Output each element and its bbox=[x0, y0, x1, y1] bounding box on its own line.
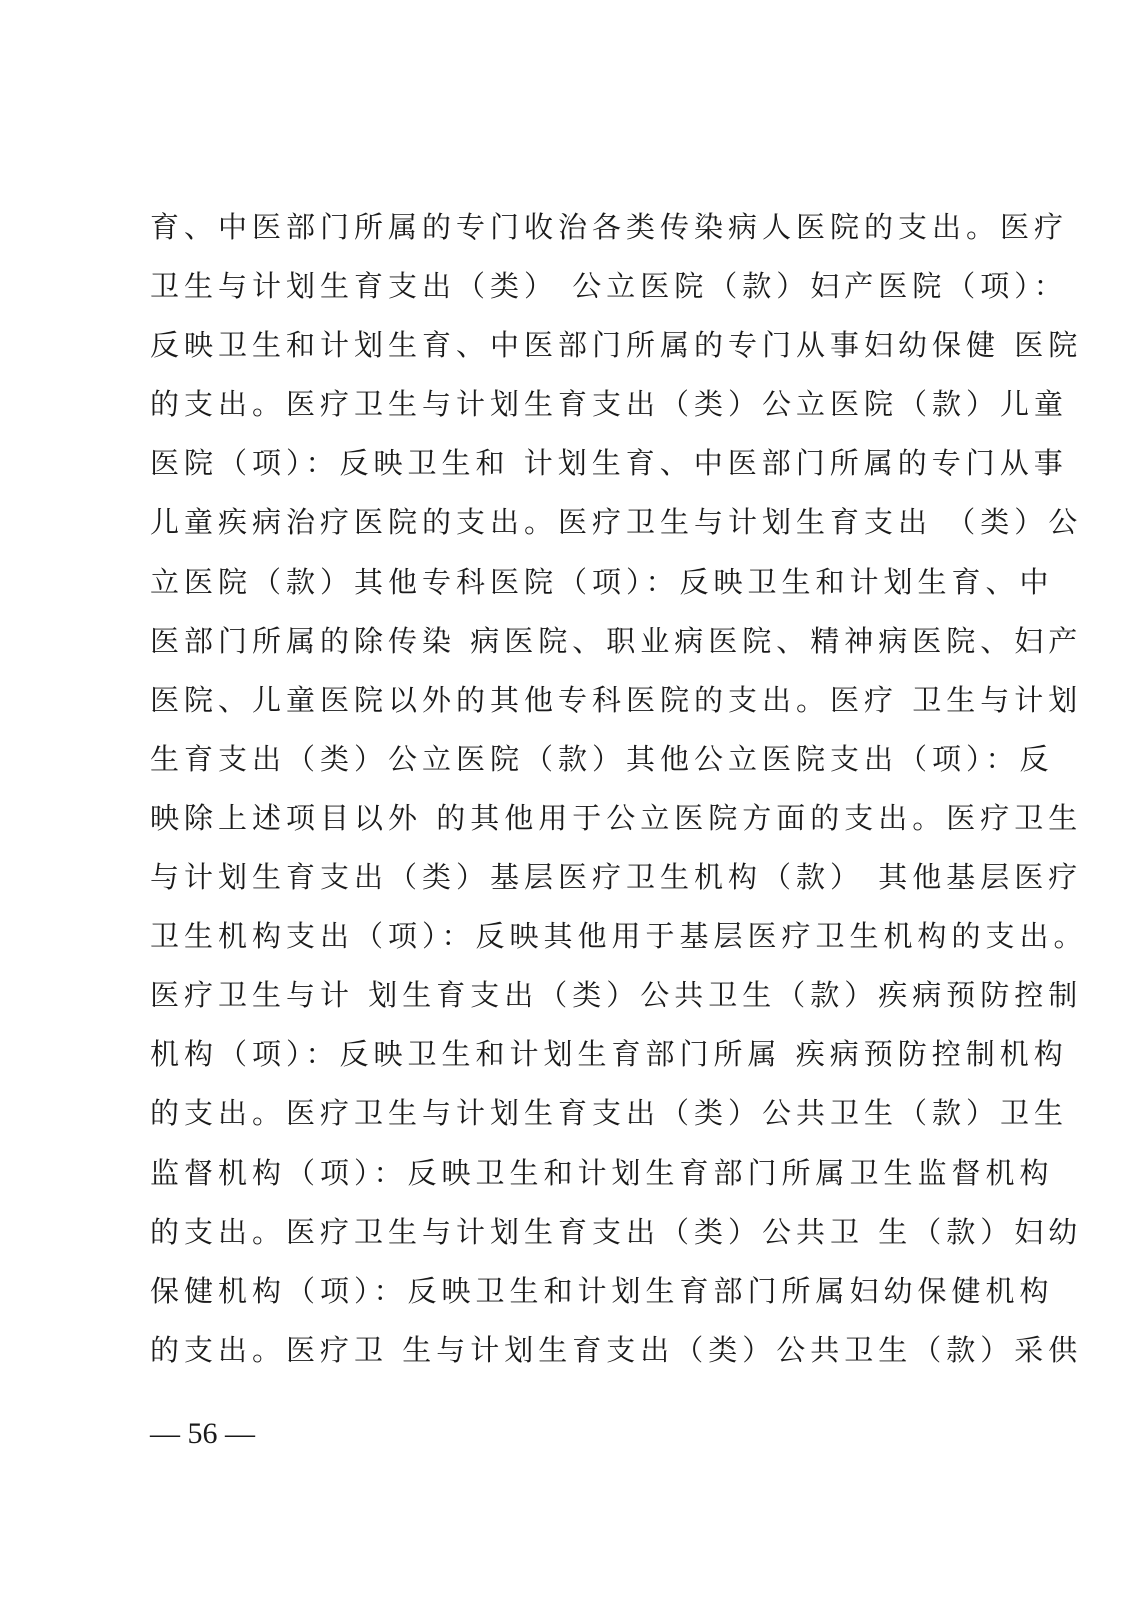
text-line: 机构（项）：反映卫生和计划生育部门所属 疾病预防控制机构 bbox=[150, 1037, 1068, 1072]
text-line: 医院、儿童医院以外的其他专科医院的支出。医疗 卫生与计划 bbox=[150, 682, 1083, 717]
body-text bbox=[150, 198, 1088, 1380]
text-line: 的支出。医疗卫生与计划生育支出（类）公共卫 生（款）妇幼 bbox=[150, 1214, 1083, 1249]
text-line: 卫生机构支出（项）：反映其他用于基层医疗卫生机构的支出。 bbox=[150, 919, 1088, 954]
text-line: 卫生与计划生育支出（类） 公立医院（款）妇产医院（项）： bbox=[150, 269, 1068, 304]
text-line: 医部门所属的除传染 病医院、职业病医院、精神病医院、妇产 bbox=[150, 623, 1083, 658]
text-line: 映除上述项目以外 的其他用于公立医院方面的支出。医疗卫生 bbox=[150, 800, 1083, 835]
text-line: 立医院（款）其他专科医院（项）：反映卫生和计划生育、中 bbox=[150, 564, 1054, 599]
text-line: 儿童疾病治疗医院的支出。医疗卫生与计划生育支出 （类）公 bbox=[150, 505, 1083, 540]
text-line: 监督机构（项）：反映卫生和计划生育部门所属卫生监督机构 bbox=[150, 1155, 1054, 1190]
text-line: 与计划生育支出（类）基层医疗卫生机构（款） 其他基层医疗 bbox=[150, 860, 1083, 895]
page-number: — 56 — bbox=[150, 1417, 255, 1450]
text-line: 反映卫生和计划生育、中医部门所属的专门从事妇幼保健 医院 bbox=[150, 328, 1083, 363]
text-line: 的支出。医疗卫 生与计划生育支出（类）公共卫生（款）采供 bbox=[150, 1332, 1083, 1367]
text-line: 的支出。医疗卫生与计划生育支出（类）公立医院（款）儿童 bbox=[150, 387, 1069, 422]
text-line: 生育支出（类）公立医院（款）其他公立医院支出（项）：反 bbox=[150, 741, 1054, 776]
text-line: 育、中医部门所属的专门收治各类传染病人医院的支出。医疗 bbox=[150, 210, 1069, 244]
text-line: 保健机构（项）：反映卫生和计划生育部门所属妇幼保健机构 bbox=[150, 1273, 1054, 1308]
text-line: 医疗卫生与计 划生育支出（类）公共卫生（款）疾病预防控制 bbox=[150, 978, 1083, 1013]
text-line: 的支出。医疗卫生与计划生育支出（类）公共卫生（款）卫生 bbox=[150, 1096, 1069, 1131]
text-line: 医院（项）：反映卫生和 计划生育、中医部门所属的专门从事 bbox=[150, 446, 1068, 481]
